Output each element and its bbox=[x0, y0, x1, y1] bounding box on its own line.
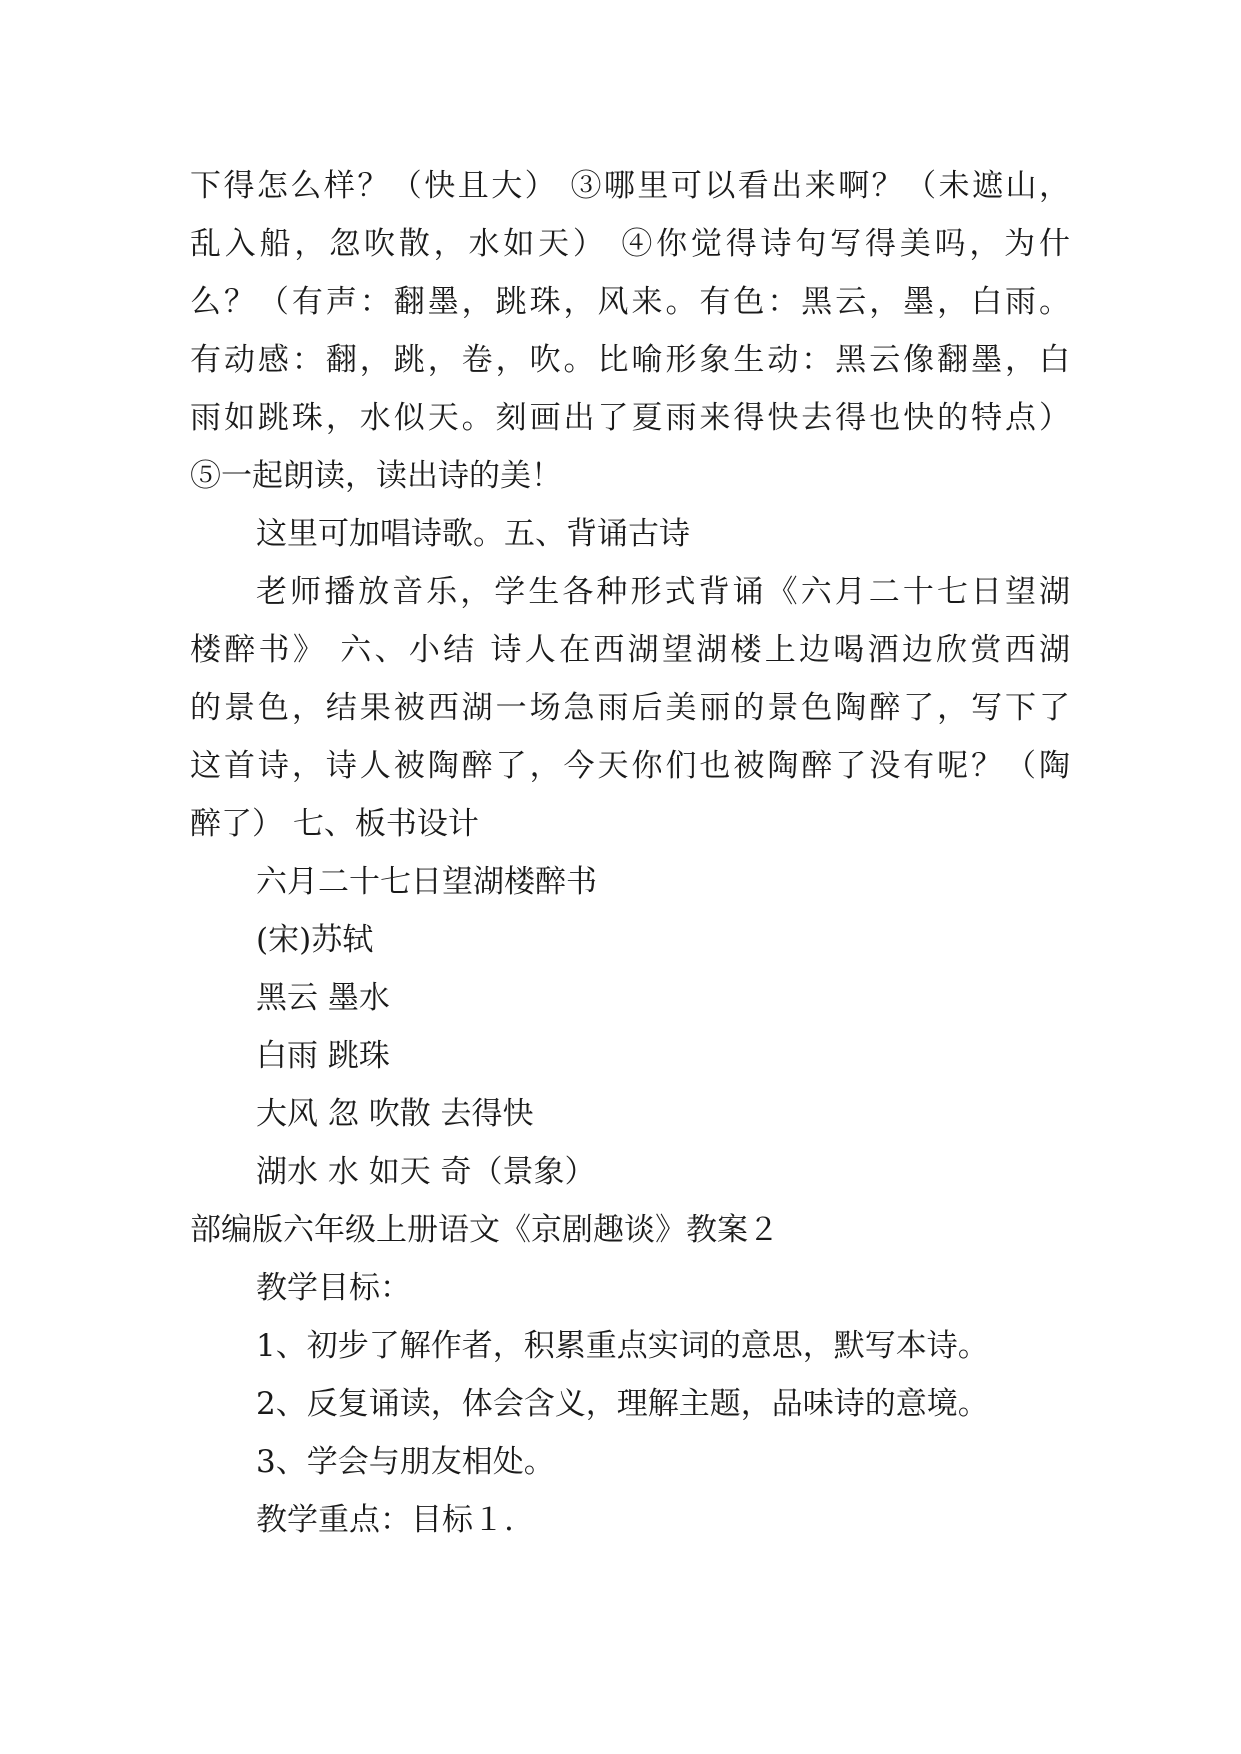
text-line-12: 醉了） 七、板书设计 bbox=[190, 806, 479, 842]
goals-heading: 教学目标： bbox=[256, 1270, 411, 1306]
key-points: 教学重点：目标１. bbox=[256, 1502, 514, 1538]
board-title: 六月二十七日望湖楼醉书 bbox=[256, 864, 597, 900]
text-line-7: 这里可加唱诗歌。五、背诵古诗 bbox=[256, 516, 690, 552]
text-line-1: 下得怎么样？（快且大） ③哪里可以看出来啊？（未遮山， bbox=[190, 168, 1070, 204]
text-line-11: 这首诗，诗人被陶醉了，今天你们也被陶醉了没有呢？（陶 bbox=[190, 748, 1070, 784]
goal-item-1: 1、初步了解作者，积累重点实词的意思，默写本诗。 bbox=[256, 1328, 989, 1364]
goal-item-2: 2、反复诵读，体会含义，理解主题，品味诗的意境。 bbox=[256, 1386, 989, 1422]
board-row-2: 白雨 跳珠 bbox=[256, 1038, 390, 1074]
text-line-10: 的景色，结果被西湖一场急雨后美丽的景色陶醉了，写下了 bbox=[190, 690, 1070, 726]
text-line-4: 有动感：翻，跳，卷，吹。比喻形象生动：黑云像翻墨，白 bbox=[190, 342, 1070, 378]
text-line-9: 楼醉书》 六、小结 诗人在西湖望湖楼上边喝酒边欣赏西湖 bbox=[190, 632, 1070, 668]
goal-item-3: 3、学会与朋友相处。 bbox=[256, 1444, 555, 1480]
text-line-2: 乱入船，忽吹散，水如天） ④你觉得诗句写得美吗，为什 bbox=[190, 226, 1070, 262]
text-line-8: 老师播放音乐，学生各种形式背诵《六月二十七日望湖 bbox=[256, 574, 1070, 610]
board-row-1: 黑云 墨水 bbox=[256, 980, 390, 1016]
board-author: (宋)苏轼 bbox=[256, 922, 374, 958]
text-line-3: 么？（有声：翻墨，跳珠，风来。有色：黑云，墨，白雨。 bbox=[190, 284, 1070, 320]
text-line-6: ⑤一起朗读，读出诗的美！ bbox=[190, 458, 562, 494]
section-heading: 部编版六年级上册语文《京剧趣谈》教案２ bbox=[190, 1212, 779, 1248]
board-row-3: 大风 忽 吹散 去得快 bbox=[256, 1096, 534, 1132]
text-line-5: 雨如跳珠，水似天。刻画出了夏雨来得快去得也快的特点） bbox=[190, 400, 1070, 436]
board-row-4: 湖水 水 如天 奇（景象） bbox=[256, 1154, 596, 1190]
